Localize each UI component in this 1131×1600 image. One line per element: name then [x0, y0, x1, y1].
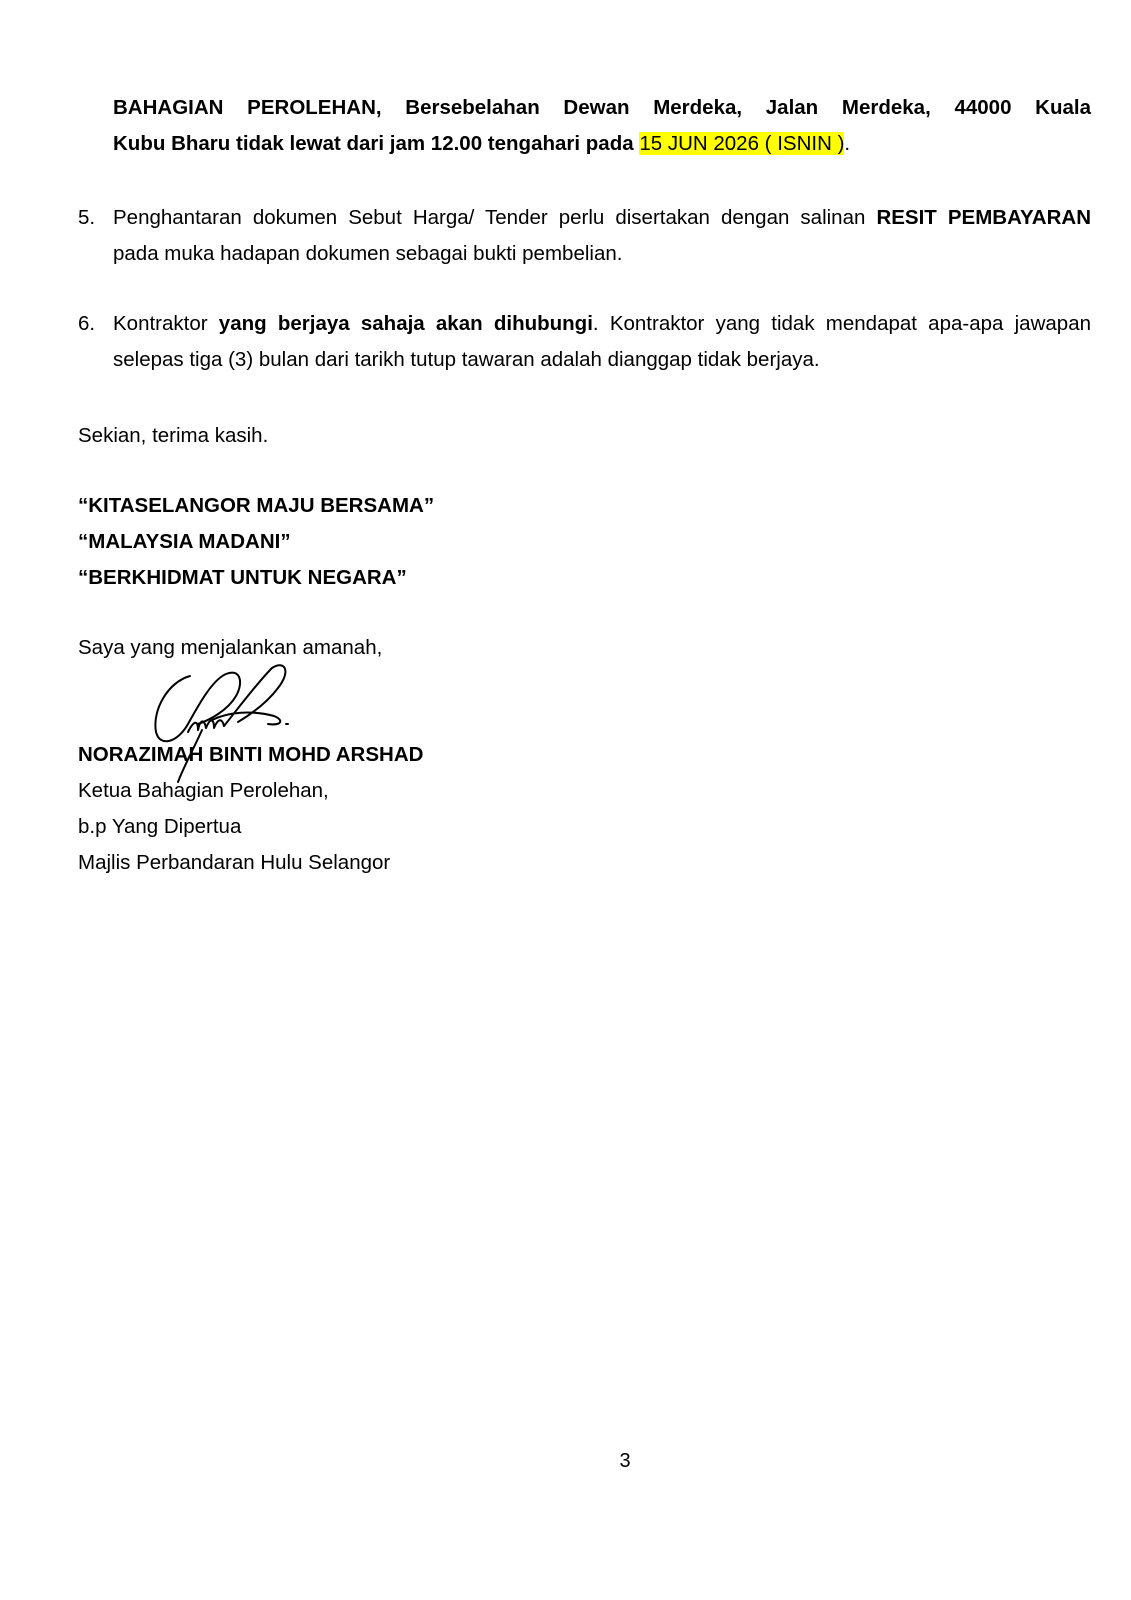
address-line: BAHAGIAN PEROLEHAN, Bersebelahan Dewan Merdeka, Jalan Merdeka, 44000 Kuala — [113, 96, 1091, 119]
list-item-line: selepas tiga (3) bulan dari tarikh tutup tawaran adalah dianggap tidak berjaya. — [113, 348, 820, 371]
item5-bold: RESIT PEMBAYARAN — [876, 206, 1092, 229]
signer-on-behalf: b.p Yang Dipertua — [78, 815, 242, 838]
list-item-number: 5. — [78, 206, 96, 229]
handwritten-signature — [148, 662, 308, 792]
item6-text-after: . Kontraktor yang tidak mendapat apa-apa jawapan — [592, 312, 1091, 335]
slogans — [78, 488, 434, 596]
signer-organization: Majlis Perbandaran Hulu Selangor — [78, 851, 391, 874]
slogan: “BERKHIDMAT UNTUK NEGARA” — [78, 566, 407, 589]
list-item-line — [113, 200, 1091, 236]
signer-name: NORAZIMAH BINTI MOHD ARSHAD — [78, 743, 424, 766]
deadline-line — [113, 126, 1091, 162]
deadline-period: . — [844, 132, 851, 155]
signer-title: Ketua Bahagian Perolehan, — [78, 779, 329, 802]
item6-bold: yang berjaya sahaja akan dihubungi — [218, 312, 593, 335]
item5-text: Penghantaran dokumen Sebut Harga/ Tender perlu disertakan dengan salinan — [113, 206, 866, 229]
closing-text: Sekian, terima kasih. — [78, 424, 269, 447]
slogan: “MALAYSIA MADANI” — [78, 530, 291, 553]
page-number: 3 — [619, 1450, 631, 1472]
deadline-text: Kubu Bharu tidak lewat dari jam 12.00 tengahari pada — [113, 132, 634, 155]
list-item-line — [113, 306, 1091, 342]
item6-text-before: Kontraktor — [113, 312, 208, 335]
list-item-5 — [78, 200, 1091, 272]
list-item-line: pada muka hadapan dokumen sebagai bukti pembelian. — [113, 242, 623, 265]
list-item-6 — [78, 306, 1091, 378]
slogan: “KITASELANGOR MAJU BERSAMA” — [78, 494, 435, 517]
list-item-number: 6. — [78, 312, 96, 335]
mandate-text: Saya yang menjalankan amanah, — [78, 636, 383, 659]
deadline-date-highlight: 15 JUN 2026 ( ISNIN ) — [639, 132, 845, 155]
paragraph-submission-address — [113, 90, 1091, 162]
